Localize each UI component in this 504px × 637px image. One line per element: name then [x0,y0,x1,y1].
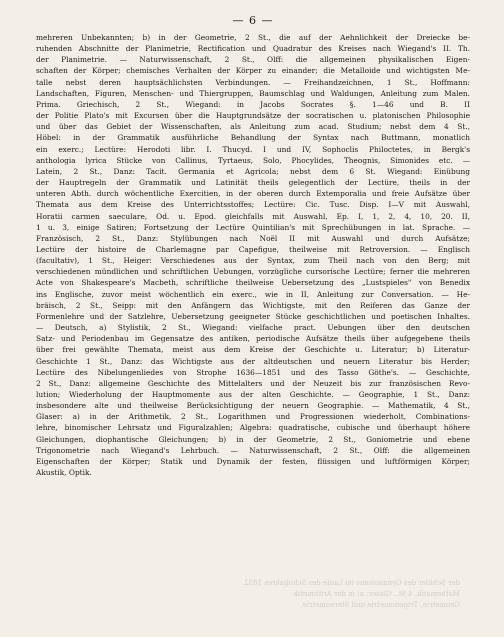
text-line: über frei gewählte Themata, meist aus dem Kreise der Geschichte u. Literatur; b) Literatur- [36,345,470,355]
bleed-through-text [80,578,460,611]
text-line: Horatii carmen saeculare, Od. u. Epod. gleichfalls mit Auswahl, Ep. I, 1, 2, 4, 10, 20. II, [36,211,470,221]
bleed-through-line: Mathematik, 4 St., Glaser: a) in der Arithmetik [293,590,460,598]
text-line: 1 u. 3, einige Satiren; Fortsetzung der Lectüre Quintilian's mit Sprechübungen in lat. Sprache. — [36,222,470,232]
text-line: der Politie Plato's mit Excursen über die Hauptgrundsätze der socratischen u. platonischen Philosophie [36,111,470,121]
text-line: ein exerc.; Lectüre: Herodoti libr. I. Thucyd. I und IV, Sophoclis Philoctetes, in Bergk's [36,144,470,154]
text-line: Höbel: in der Grammatik ausführliche Behandlung der Syntax nach Buttmann, monatlich [36,133,470,143]
text-line: Landschaften, Figuren, Menschen- und Thiergruppen, Baumschlag und Waldungen, Anleitung zum Malen. [36,88,470,98]
text-line: Lectüre der histoire de Charlemagne par Capefigue, theilweise mit Retroversion. — Englisch [36,244,470,254]
text-line: talle nebst deren hauptsächlichsten Verbindungen. — Freihandzeichnen, 1 St., Hoffmann: [36,77,470,87]
text-line: Gleichungen, diophantische Gleichungen; b) in der Geometrie, 2 St., Goniometrie und ebene [36,434,470,444]
text-line: 2 St., Danz: allgemeine Geschichte des Mittelalters und der Neuzeit bis zur französischen Revo- [36,378,470,388]
text-line: bräisch, 2 St., Seipp: mit den Anfängern das Wichtigste, mit den Reiferen das Ganze der [36,300,470,310]
text-line: unteren Abth. durch wöchentliche Exercitien, in der oberen durch Extemporalia und freie Aufsätze über [36,189,470,199]
bleed-through-line: Geometrie, Trigonometrie und Stereometrie. [300,601,460,609]
text-line: der Hauptregeln der Grammatik und Latinität theils gelegentlich der Lectüre, theils in der [36,178,470,188]
text-line: Geschichte 1 St., Danz: das Wichtigste aus der altdeutschen und neuern Literatur bis Herder; [36,356,470,366]
text-line: Acte von Shakespeare's Macbeth, schriftliche theilweise Uebersetzung des „Lustspieles" von Benedix [36,278,470,288]
text-line: Glaser: a) in der Arithmetik, 2 St., Logarithmen und Progressionen wiederholt, Combinations- [36,412,470,422]
text-line: mehreren Unbekannten; b) in der Geometrie, 2 St., die auf der Aehnlichkeit der Dreiecke be- [36,33,470,42]
text-line: insbesondere alte und theilweise Berücksichtigung der neuern Geographie. — Mathematik, 4 St., [36,401,470,411]
text-line: Lectüre des Nibelungenliedes von Strophe 1636—1851 und des Tasso Göthe's. — Geschichte, [36,367,470,377]
text-line: ruhenden Abschnitte der Planimetrie, Rectification und Quadratur des Kreises nach Wiegand's II. Th. [36,44,470,54]
text-line: verschiedenen mündlichen und schriftlichen Uebungen, vorzügliche cursorische Lectüre; ferner die mehreren [36,267,470,277]
text-line: Latein, 2 St., Danz: Tacit. Germania et Agricola; nebst dem 6 St. Wiegand: Einübung [36,166,470,176]
text-line: Satz- und Periodenbau im Gegensatze des antiken, periodische Aufsätze theils über aufgegebene theils [36,334,470,344]
text-line: lution; Wiederholung der Hauptmomente aus der alten Geschichte. — Geographie, 1 St., Danz: [36,390,470,399]
text-line: und über das Gebiet der Wissenschaften, als Anleitung zum acad. Studium; nebst dem 4 St., [36,122,470,132]
text-line: Trigonometrie nach Wiegand's Lehrbuch. — Naturwissenschaft, 2 St., Olff: die allgemeinen [36,445,470,455]
text-line: Eigenschaften der Körper; Statik und Dynamik der festen, flüssigen und luftförmigen Körper; [36,456,470,466]
text-line: Französisch, 2 St., Danz: Stylübungen nach Noël II mit Auswahl und durch Aufsätze; [36,233,470,243]
text-line: — Deutsch, a) Stylistik, 2 St., Wiegand: vielfache pract. Uebungen über den deutschen [36,323,470,333]
text-line: ins Englische, zuvor meist wöchentlich ein exerc., wie in II, Anleitung zur Conversation. — He- [36,289,470,299]
text-line: der Planimetrie. — Naturwissenschaft, 2 St., Olff: die allgemeinen physikalischen Eigen- [36,55,470,65]
text-line: schaften der Körper; chemisches Verhalten der Körper zu einander; die Metalloide und wichtigsten Me- [36,66,470,76]
text-line: anthologia lyrica Stücke von Callinus, Tyrtaeus, Solo, Phocylides, Theognis, Simonides etc. — [36,155,470,165]
text-line: Akustik, Optik. [36,468,92,478]
text-line: Prima. Griechisch, 2 St., Wiegand: in Jacobs Socrates §. 1—46 und B. II [36,99,470,109]
text-line: (facultativ), 1 St., Heiger: Verschiedenes aus der Syntax, zum Theil nach von den Berg; mit [36,256,470,266]
document-body [36,32,470,478]
text-line: Themata aus dem Kreise des Unterrichtsstoffes; Lectüre: Cic. Tusc. Disp. I—V mit Auswahl, [36,200,470,210]
bleed-through-line: der Schüler des Gymnasiums im Laufe des Schuljahres 1852. [242,579,460,587]
page-number: — 6 — [232,14,274,27]
text-line: Formenlehre und der Satzlehre, Uebersetzung geeigneter Stücke geschichtlichen und poetischen Inhaltes. [36,311,470,321]
text-line: lehre, binomischer Lehrsatz und Figuralzahlen; Algebra: quadratische, cubische und überhaupt höhere [36,423,470,433]
